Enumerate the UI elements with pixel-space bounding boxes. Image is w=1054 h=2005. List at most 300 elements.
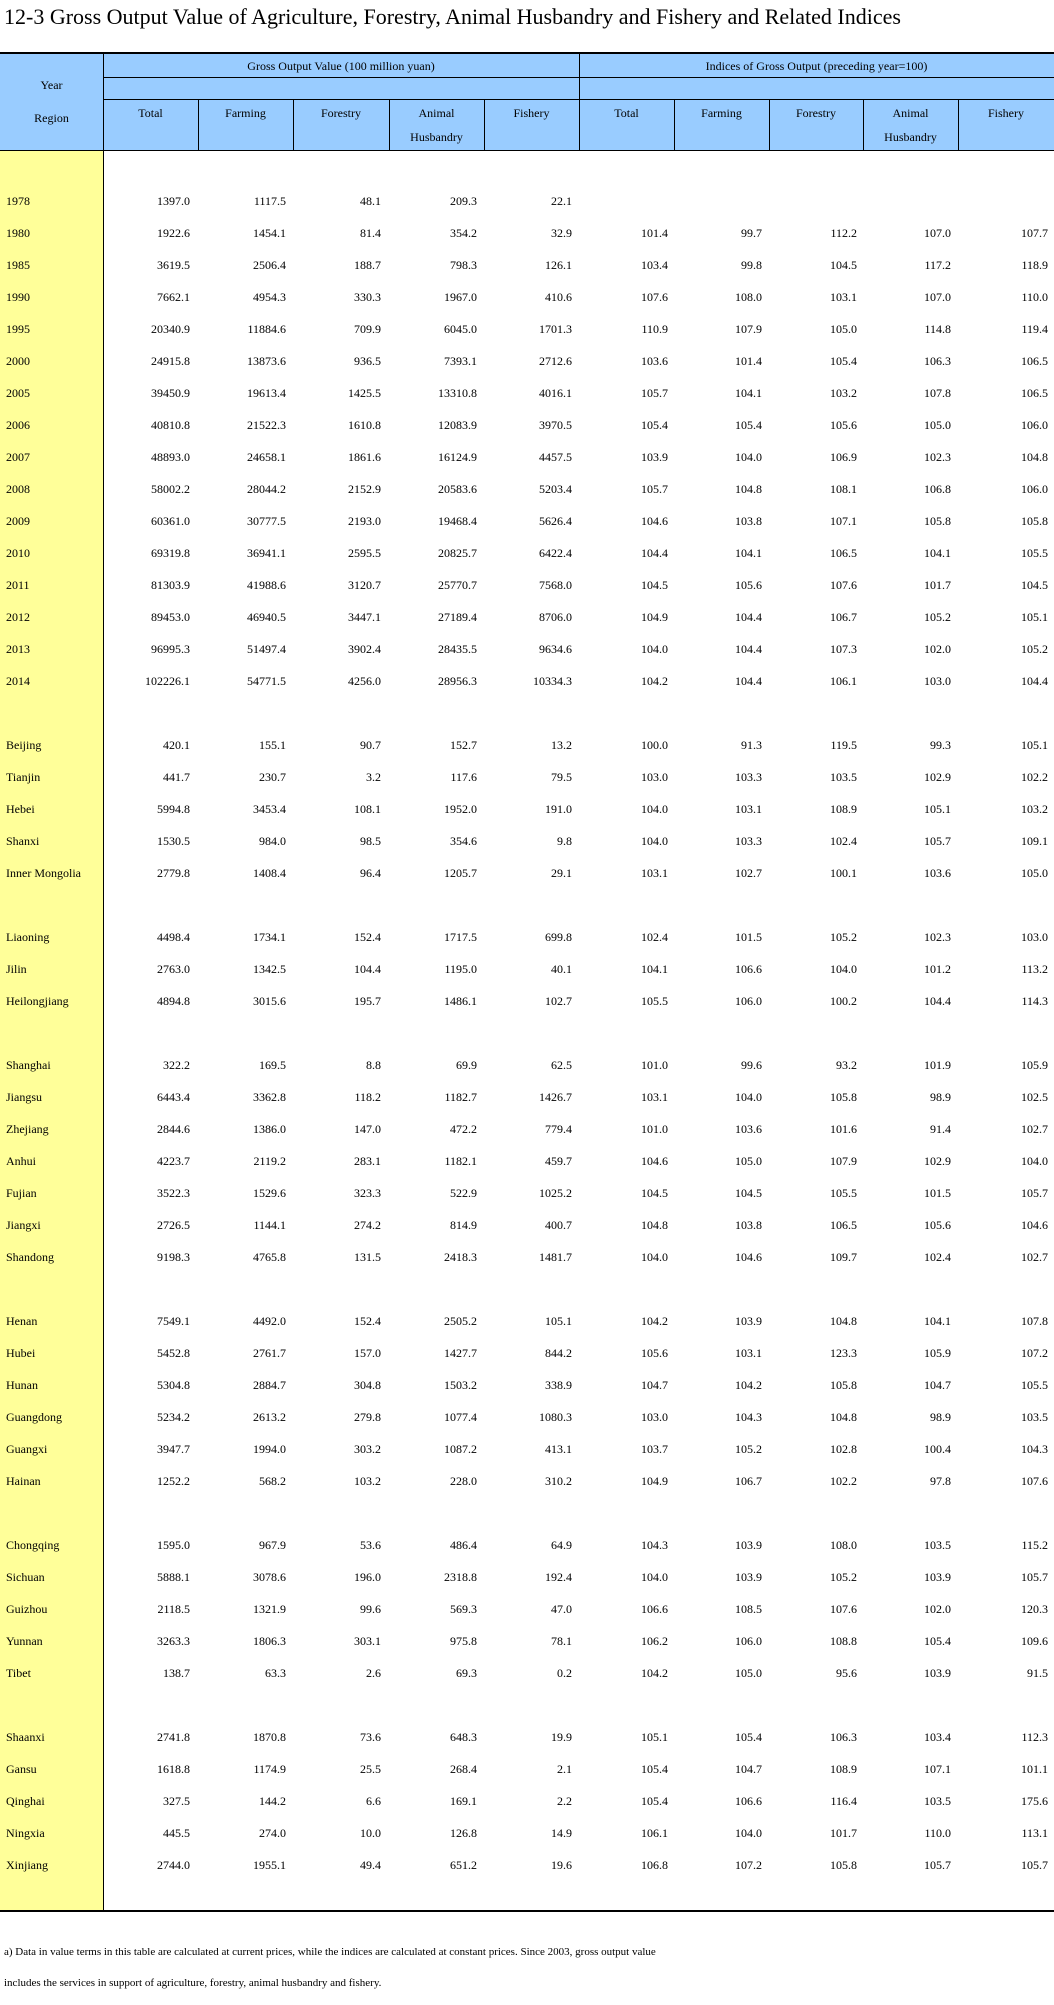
table-cell: 230.7 bbox=[259, 770, 286, 784]
table-cell: 6045.0 bbox=[444, 322, 477, 336]
table-cell: 106.5 bbox=[830, 546, 857, 560]
table-cell: 967.9 bbox=[259, 1538, 286, 1552]
table-cell: 3362.8 bbox=[253, 1090, 286, 1104]
row-label: Xinjiang bbox=[6, 1858, 48, 1872]
table-cell: 2118.5 bbox=[157, 1602, 190, 1616]
table-cell: 2.6 bbox=[366, 1666, 381, 1680]
table-cell: 103.8 bbox=[735, 1218, 762, 1232]
table-cell: 24658.1 bbox=[247, 450, 286, 464]
table-cell: 64.9 bbox=[551, 1538, 572, 1552]
table-cell: 1426.7 bbox=[539, 1090, 572, 1104]
table-cell: 99.8 bbox=[741, 258, 762, 272]
table-cell: 354.2 bbox=[450, 226, 477, 240]
table-cell: 138.7 bbox=[163, 1666, 190, 1680]
table-cell: 48893.0 bbox=[151, 450, 190, 464]
table-cell: 105.8 bbox=[830, 1378, 857, 1392]
table-cell: 102.7 bbox=[1021, 1122, 1048, 1136]
table-cell: 1182.7 bbox=[444, 1090, 477, 1104]
label-column-divider bbox=[103, 54, 104, 1910]
table-cell: 103.5 bbox=[830, 770, 857, 784]
table-cell: 27189.4 bbox=[438, 610, 477, 624]
table-cell: 117.2 bbox=[924, 258, 951, 272]
table-cell: 104.4 bbox=[735, 610, 762, 624]
table-cell: 3970.5 bbox=[539, 418, 572, 432]
table-cell: 101.0 bbox=[641, 1058, 668, 1072]
table-cell: 105.1 bbox=[1021, 610, 1048, 624]
table-cell: 102.4 bbox=[830, 834, 857, 848]
table-cell: 2712.6 bbox=[539, 354, 572, 368]
table-cell: 152.4 bbox=[354, 1314, 381, 1328]
table-cell: 106.3 bbox=[830, 1730, 857, 1744]
table-cell: 104.2 bbox=[641, 1666, 668, 1680]
table-cell: 2844.6 bbox=[157, 1122, 190, 1136]
table-cell: 3.2 bbox=[366, 770, 381, 784]
footnote-line-2: includes the services in support of agriculture, forestry, animal husbandry and fishery. bbox=[4, 1977, 382, 1989]
table-cell: 1481.7 bbox=[539, 1250, 572, 1264]
table-cell: 1806.3 bbox=[253, 1634, 286, 1648]
table-cell: 268.4 bbox=[450, 1762, 477, 1776]
table-cell: 104.9 bbox=[641, 610, 668, 624]
table-cell: 105.0 bbox=[735, 1154, 762, 1168]
header-forestry: Forestry bbox=[321, 106, 361, 120]
table-cell: 98.9 bbox=[930, 1410, 951, 1424]
table-cell: 1610.8 bbox=[348, 418, 381, 432]
table-cell: 105.0 bbox=[735, 1666, 762, 1680]
table-cell: 1144.1 bbox=[253, 1218, 286, 1232]
table-cell: 16124.9 bbox=[438, 450, 477, 464]
table-cell: 103.0 bbox=[1021, 930, 1048, 944]
table-cell: 108.0 bbox=[830, 1538, 857, 1552]
header-group-index: Indices of Gross Output (preceding year=100) bbox=[705, 59, 928, 73]
table-cell: 103.1 bbox=[830, 290, 857, 304]
table-cell: 105.0 bbox=[830, 322, 857, 336]
table-cell: 104.6 bbox=[641, 514, 668, 528]
row-label: 2011 bbox=[6, 578, 30, 592]
table-cell: 19.6 bbox=[551, 1858, 572, 1872]
table-cell: 113.2 bbox=[1021, 962, 1048, 976]
table-cell: 5888.1 bbox=[157, 1570, 190, 1584]
table-cell: 105.7 bbox=[641, 386, 668, 400]
table-cell: 3947.7 bbox=[157, 1442, 190, 1456]
table-cell: 569.3 bbox=[450, 1602, 477, 1616]
table-cell: 102.9 bbox=[924, 770, 951, 784]
table-cell: 104.0 bbox=[641, 642, 668, 656]
table-cell: 3447.1 bbox=[348, 610, 381, 624]
table-cell: 105.4 bbox=[735, 1730, 762, 1744]
table-cell: 91.5 bbox=[1027, 1666, 1048, 1680]
table-cell: 36941.1 bbox=[247, 546, 286, 560]
table-cell: 114.3 bbox=[1021, 994, 1048, 1008]
table-cell: 103.3 bbox=[735, 770, 762, 784]
table-cell: 107.9 bbox=[735, 322, 762, 336]
table-cell: 413.1 bbox=[545, 1442, 572, 1456]
table-cell: 105.5 bbox=[1021, 546, 1048, 560]
table-cell: 110.0 bbox=[924, 1826, 951, 1840]
table-cell: 102.2 bbox=[830, 1474, 857, 1488]
row-label: Shandong bbox=[6, 1250, 54, 1264]
table-cell: 103.7 bbox=[641, 1442, 668, 1456]
header-index-animal-husbandry bbox=[863, 106, 958, 144]
table-cell: 104.1 bbox=[641, 962, 668, 976]
table-cell: 103.0 bbox=[924, 674, 951, 688]
table-cell: 10334.3 bbox=[533, 674, 572, 688]
table-cell: 123.3 bbox=[830, 1346, 857, 1360]
table-cell: 105.5 bbox=[1021, 1378, 1048, 1392]
table-cell: 107.3 bbox=[830, 642, 857, 656]
table-cell: 3120.7 bbox=[348, 578, 381, 592]
table-cell: 699.8 bbox=[545, 930, 572, 944]
table-cell: 779.4 bbox=[545, 1122, 572, 1136]
table-cell: 106.0 bbox=[1021, 418, 1048, 432]
table-cell: 105.2 bbox=[1021, 642, 1048, 656]
table-cell: 104.8 bbox=[1021, 450, 1048, 464]
table-cell: 9198.3 bbox=[157, 1250, 190, 1264]
table-cell: 5234.2 bbox=[157, 1410, 190, 1424]
table-cell: 936.5 bbox=[354, 354, 381, 368]
table-cell: 6422.4 bbox=[539, 546, 572, 560]
table-cell: 104.5 bbox=[641, 578, 668, 592]
table-cell: 798.3 bbox=[450, 258, 477, 272]
table-cell: 104.4 bbox=[735, 642, 762, 656]
table-cell: 93.2 bbox=[836, 1058, 857, 1072]
table-cell: 1408.4 bbox=[253, 866, 286, 880]
table-cell: 1595.0 bbox=[157, 1538, 190, 1552]
table-cell: 69.9 bbox=[456, 1058, 477, 1072]
header-group-value: Gross Output Value (100 million yuan) bbox=[247, 59, 435, 73]
table-cell: 98.5 bbox=[360, 834, 381, 848]
table-cell: 107.2 bbox=[1021, 1346, 1048, 1360]
table-cell: 108.1 bbox=[354, 802, 381, 816]
table-cell: 1397.0 bbox=[157, 194, 190, 208]
table-cell: 8706.0 bbox=[539, 610, 572, 624]
table-cell: 103.9 bbox=[735, 1538, 762, 1552]
table-cell: 279.8 bbox=[354, 1410, 381, 1424]
table-cell: 12083.9 bbox=[438, 418, 477, 432]
table-cell: 117.6 bbox=[450, 770, 477, 784]
table-cell: 102.9 bbox=[924, 1154, 951, 1168]
table-cell: 3453.4 bbox=[253, 802, 286, 816]
table-cell: 104.8 bbox=[641, 1218, 668, 1232]
table-cell: 105.5 bbox=[830, 1186, 857, 1200]
table-cell: 113.1 bbox=[1021, 1826, 1048, 1840]
table-cell: 79.5 bbox=[551, 770, 572, 784]
table-cell: 209.3 bbox=[450, 194, 477, 208]
table-cell: 106.2 bbox=[641, 1634, 668, 1648]
table-cell: 103.9 bbox=[924, 1570, 951, 1584]
table-cell: 104.0 bbox=[641, 834, 668, 848]
table-cell: 103.5 bbox=[1021, 1410, 1048, 1424]
table-cell: 63.3 bbox=[265, 1666, 286, 1680]
table-cell: 99.3 bbox=[930, 738, 951, 752]
header-index-forestry: Forestry bbox=[796, 106, 836, 120]
table-cell: 54771.5 bbox=[247, 674, 286, 688]
table-cell: 104.4 bbox=[924, 994, 951, 1008]
table-cell: 105.7 bbox=[924, 1858, 951, 1872]
table-cell: 30777.5 bbox=[247, 514, 286, 528]
table-cell: 107.9 bbox=[830, 1154, 857, 1168]
table-cell: 4016.1 bbox=[539, 386, 572, 400]
table-cell: 104.0 bbox=[735, 1090, 762, 1104]
table-cell: 104.3 bbox=[735, 1410, 762, 1424]
table-cell: 108.1 bbox=[830, 482, 857, 496]
row-label: Zhejiang bbox=[6, 1122, 49, 1136]
table-cell: 62.5 bbox=[551, 1058, 572, 1072]
table-cell: 144.2 bbox=[259, 1794, 286, 1808]
table-cell: 109.1 bbox=[1021, 834, 1048, 848]
table-cell: 5626.4 bbox=[539, 514, 572, 528]
row-label: Jiangsu bbox=[6, 1090, 42, 1104]
table-cell: 20583.6 bbox=[438, 482, 477, 496]
table-cell: 108.9 bbox=[830, 802, 857, 816]
table-cell: 196.0 bbox=[354, 1570, 381, 1584]
table-cell: 103.6 bbox=[924, 866, 951, 880]
table-cell: 7662.1 bbox=[157, 290, 190, 304]
table-cell: 101.6 bbox=[830, 1122, 857, 1136]
table-cell: 105.7 bbox=[1021, 1858, 1048, 1872]
table-cell: 116.4 bbox=[830, 1794, 857, 1808]
table-cell: 1025.2 bbox=[539, 1186, 572, 1200]
table-cell: 118.9 bbox=[1021, 258, 1048, 272]
table-cell: 106.8 bbox=[924, 482, 951, 496]
table-cell: 420.1 bbox=[163, 738, 190, 752]
table-cell: 2418.3 bbox=[444, 1250, 477, 1264]
table-cell: 105.4 bbox=[641, 1762, 668, 1776]
table-cell: 1701.3 bbox=[539, 322, 572, 336]
table-cell: 104.9 bbox=[641, 1474, 668, 1488]
table-cell: 105.4 bbox=[830, 354, 857, 368]
table-cell: 103.2 bbox=[1021, 802, 1048, 816]
table-cell: 105.1 bbox=[545, 1314, 572, 1328]
table-cell: 6.6 bbox=[366, 1794, 381, 1808]
table-cell: 60361.0 bbox=[151, 514, 190, 528]
table-cell: 101.5 bbox=[924, 1186, 951, 1200]
row-label: 2012 bbox=[6, 610, 30, 624]
table-cell: 274.2 bbox=[354, 1218, 381, 1232]
table-cell: 101.4 bbox=[641, 226, 668, 240]
row-label: Shaanxi bbox=[6, 1730, 45, 1744]
row-label: Jiangxi bbox=[6, 1218, 41, 1232]
table-cell: 112.3 bbox=[1021, 1730, 1048, 1744]
table-cell: 99.6 bbox=[741, 1058, 762, 1072]
table-cell: 7568.0 bbox=[539, 578, 572, 592]
table-cell: 1087.2 bbox=[444, 1442, 477, 1456]
row-label: 2005 bbox=[6, 386, 30, 400]
table-cell: 1530.5 bbox=[157, 834, 190, 848]
table-cell: 104.1 bbox=[924, 1314, 951, 1328]
table-cell: 13310.8 bbox=[438, 386, 477, 400]
table-cell: 102.7 bbox=[1021, 1250, 1048, 1264]
table-cell: 2.2 bbox=[557, 1794, 572, 1808]
data-table bbox=[0, 52, 1054, 1912]
row-label: 2009 bbox=[6, 514, 30, 528]
table-cell: 338.9 bbox=[545, 1378, 572, 1392]
table-cell: 101.4 bbox=[735, 354, 762, 368]
table-cell: 104.5 bbox=[641, 1186, 668, 1200]
table-cell: 103.1 bbox=[641, 1090, 668, 1104]
table-cell: 105.4 bbox=[641, 418, 668, 432]
header-region: Region bbox=[34, 111, 69, 125]
table-cell: 2595.5 bbox=[348, 546, 381, 560]
table-cell: 40.1 bbox=[551, 962, 572, 976]
table-cell: 709.9 bbox=[354, 322, 381, 336]
table-cell: 19.9 bbox=[551, 1730, 572, 1744]
table-cell: 1503.2 bbox=[444, 1378, 477, 1392]
table-cell: 105.6 bbox=[735, 578, 762, 592]
row-label: Jilin bbox=[6, 962, 27, 976]
table-cell: 112.2 bbox=[830, 226, 857, 240]
table-cell: 330.3 bbox=[354, 290, 381, 304]
table-cell: 101.7 bbox=[830, 1826, 857, 1840]
table-cell: 96.4 bbox=[360, 866, 381, 880]
table-cell: 105.4 bbox=[735, 418, 762, 432]
table-cell: 107.1 bbox=[924, 1762, 951, 1776]
table-cell: 1952.0 bbox=[444, 802, 477, 816]
table-cell: 322.2 bbox=[163, 1058, 190, 1072]
table-cell: 105.8 bbox=[830, 1090, 857, 1104]
table-cell: 0.2 bbox=[557, 1666, 572, 1680]
table-cell: 1454.1 bbox=[253, 226, 286, 240]
table-cell: 2613.2 bbox=[253, 1410, 286, 1424]
table-cell: 441.7 bbox=[163, 770, 190, 784]
table-cell: 28956.3 bbox=[438, 674, 477, 688]
table-cell: 105.1 bbox=[1021, 738, 1048, 752]
table-cell: 108.8 bbox=[830, 1634, 857, 1648]
table-cell: 152.7 bbox=[450, 738, 477, 752]
row-label: Ningxia bbox=[6, 1826, 45, 1840]
row-label: 2006 bbox=[6, 418, 30, 432]
table-cell: 106.0 bbox=[735, 1634, 762, 1648]
table-cell: 98.9 bbox=[930, 1090, 951, 1104]
table-cell: 20825.7 bbox=[438, 546, 477, 560]
table-cell: 169.1 bbox=[450, 1794, 477, 1808]
table-cell: 105.0 bbox=[1021, 866, 1048, 880]
table-cell: 104.2 bbox=[735, 1378, 762, 1392]
table-cell: 104.3 bbox=[1021, 1442, 1048, 1456]
table-cell: 14.9 bbox=[551, 1826, 572, 1840]
table-cell: 2761.7 bbox=[253, 1346, 286, 1360]
table-cell: 100.4 bbox=[924, 1442, 951, 1456]
table-cell: 105.7 bbox=[1021, 1186, 1048, 1200]
table-cell: 568.2 bbox=[259, 1474, 286, 1488]
table-cell: 102.7 bbox=[735, 866, 762, 880]
header-index-total: Total bbox=[614, 106, 639, 120]
table-cell: 103.9 bbox=[641, 450, 668, 464]
table-cell: 651.2 bbox=[450, 1858, 477, 1872]
table-cell: 106.7 bbox=[830, 610, 857, 624]
table-cell: 1955.1 bbox=[253, 1858, 286, 1872]
table-cell: 1342.5 bbox=[253, 962, 286, 976]
table-cell: 105.4 bbox=[924, 1634, 951, 1648]
table-cell: 152.4 bbox=[354, 930, 381, 944]
table-cell: 472.2 bbox=[450, 1122, 477, 1136]
table-cell: 103.4 bbox=[641, 258, 668, 272]
header-index-animal-line1: Animal bbox=[892, 106, 929, 120]
table-cell: 4223.7 bbox=[157, 1154, 190, 1168]
table-title: 12-3 Gross Output Value of Agriculture, Forestry, Animal Husbandry and Fishery and Related Indices bbox=[4, 4, 901, 29]
table-cell: 157.0 bbox=[354, 1346, 381, 1360]
table-cell: 103.6 bbox=[641, 354, 668, 368]
row-label: Qinghai bbox=[6, 1794, 45, 1808]
row-label: Inner Mongolia bbox=[6, 866, 81, 880]
table-cell: 19613.4 bbox=[247, 386, 286, 400]
row-label: Hubei bbox=[6, 1346, 36, 1360]
header-bottom-line bbox=[0, 150, 1054, 151]
table-cell: 103.0 bbox=[641, 1410, 668, 1424]
table-cell: 103.1 bbox=[641, 866, 668, 880]
row-label: Guizhou bbox=[6, 1602, 48, 1616]
footnote-line-1: a) Data in value terms in this table are calculated at current prices, while the indices are calculated at constant prices. Since 2003, gross output value bbox=[4, 1946, 656, 1958]
table-cell: 4765.8 bbox=[253, 1250, 286, 1264]
table-cell: 106.6 bbox=[735, 1794, 762, 1808]
table-cell: 21522.3 bbox=[247, 418, 286, 432]
table-cell: 103.2 bbox=[354, 1474, 381, 1488]
table-cell: 303.2 bbox=[354, 1442, 381, 1456]
table-cell: 103.2 bbox=[830, 386, 857, 400]
table-cell: 1321.9 bbox=[253, 1602, 286, 1616]
table-cell: 5203.4 bbox=[539, 482, 572, 496]
table-cell: 104.4 bbox=[354, 962, 381, 976]
row-label: Fujian bbox=[6, 1186, 37, 1200]
table-cell: 2884.7 bbox=[253, 1378, 286, 1392]
table-cell: 109.7 bbox=[830, 1250, 857, 1264]
table-cell: 155.1 bbox=[259, 738, 286, 752]
row-label: Shanxi bbox=[6, 834, 40, 848]
table-cell: 107.2 bbox=[735, 1858, 762, 1872]
table-cell: 104.6 bbox=[641, 1154, 668, 1168]
table-cell: 105.9 bbox=[1021, 1058, 1048, 1072]
table-cell: 119.4 bbox=[1021, 322, 1048, 336]
table-cell: 984.0 bbox=[259, 834, 286, 848]
table-cell: 48.1 bbox=[360, 194, 381, 208]
row-label: Heilongjiang bbox=[6, 994, 69, 1008]
table-cell: 1427.7 bbox=[444, 1346, 477, 1360]
table-cell: 20340.9 bbox=[151, 322, 190, 336]
table-cell: 101.1 bbox=[1021, 1762, 1048, 1776]
table-cell: 81303.9 bbox=[151, 578, 190, 592]
table-cell: 2.1 bbox=[557, 1762, 572, 1776]
table-cell: 5994.8 bbox=[157, 802, 190, 816]
table-cell: 2744.0 bbox=[157, 1858, 190, 1872]
table-cell: 103.4 bbox=[924, 1730, 951, 1744]
table-cell: 1994.0 bbox=[253, 1442, 286, 1456]
table-cell: 105.4 bbox=[641, 1794, 668, 1808]
table-cell: 91.4 bbox=[930, 1122, 951, 1136]
table-cell: 1717.5 bbox=[444, 930, 477, 944]
table-cell: 103.1 bbox=[735, 1346, 762, 1360]
table-cell: 5452.8 bbox=[157, 1346, 190, 1360]
table-cell: 104.0 bbox=[735, 1826, 762, 1840]
table-cell: 2726.5 bbox=[157, 1218, 190, 1232]
table-cell: 105.1 bbox=[641, 1730, 668, 1744]
table-cell: 104.0 bbox=[641, 1250, 668, 1264]
table-cell: 115.2 bbox=[1021, 1538, 1048, 1552]
table-cell: 108.5 bbox=[735, 1602, 762, 1616]
table-cell: 107.6 bbox=[830, 578, 857, 592]
table-cell: 107.0 bbox=[924, 226, 951, 240]
table-cell: 1529.6 bbox=[253, 1186, 286, 1200]
table-cell: 19468.4 bbox=[438, 514, 477, 528]
table-cell: 47.0 bbox=[551, 1602, 572, 1616]
table-cell: 2779.8 bbox=[157, 866, 190, 880]
table-cell: 105.0 bbox=[924, 418, 951, 432]
table-cell: 106.3 bbox=[924, 354, 951, 368]
table-cell: 104.5 bbox=[830, 258, 857, 272]
table-cell: 106.1 bbox=[641, 1826, 668, 1840]
table-cell: 105.6 bbox=[924, 1218, 951, 1232]
table-cell: 104.0 bbox=[641, 802, 668, 816]
table-cell: 13873.6 bbox=[247, 354, 286, 368]
table-cell: 104.0 bbox=[641, 1570, 668, 1584]
